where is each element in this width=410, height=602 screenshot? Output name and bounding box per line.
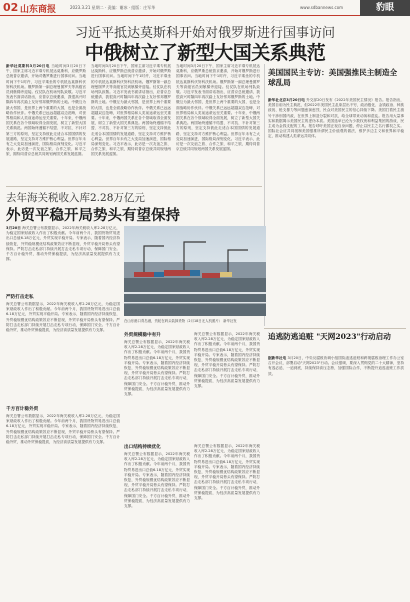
story2-body-a: 海关总署公布数据显示，2022年海关税收入库2.28万亿元，为稳定国家财政收入作出了积极贡献。今年前两个月，我国货物贸易进出口总值6.18万亿元，外贸实现平稳开局。专家表示，随着国内经济持续恢复，外贸稳规模优结构政策效应不断显现，外贸平稳开局势头有望保持。严防打击走私部门持续开展打击走私专项行动，保障国门安全。千方百计稳外贸，推动外贸保稳提质，为经济高质量发展提供有力支撑。 (6, 302, 120, 333)
masthead (0, 0, 410, 16)
story1-body: 当地时间3月20日下午，国家主席习近平乘专机抵达莫斯科，应俄罗斯总统普京邀请，开始对俄罗斯进行国事访问。当地时间下午1时许，习近平乘坐的专机抵达莫斯科伏努科沃机场。俄罗斯第一副总理曼图罗夫等高级官员到舷梯旁迎接。仪仗队在机场列队致敬。习近平发表书面讲话指出，应普京总统邀请，我很高兴时隔四年再次踏上友好邻邦俄罗斯的土地。中俄互为最大邻国，是世界上两个重要的大国，也是全面战略协作伙伴。中俄关系已远远超越双边范畴，对世界格局和人类前途命运至关重要。十年来，中俄两国关系在各个领域取得全面发展，树立了新型大国关系典范。两国始终遵循不结盟、不对抗、不针对第三方的原则，坚定支持彼此走适合本国国情的发展道路，坚定支持对方维护核心利益。世界百年未有之大变局加速演进，国际格局深刻变化。习近平表示，此访是一次友谊之旅、合作之旅、和平之旅，期待同普京总统共同规划两国关系发展蓝图。 (6, 64, 86, 157)
story2-lead: 3月20日 (6, 226, 21, 230)
sidebar2-text (268, 356, 404, 598)
sidebar1-text (268, 98, 404, 324)
story2-col-d (194, 332, 260, 440)
story2-body-d: 海关总署公布数据显示，2022年海关税收入库2.28万亿元，为稳定国家财政收入作出了积极贡献。今年前两个月，我国货物贸易进出口总值6.18万亿元，外贸实现平稳开局。专家表示，随着国内经济持续恢复，外贸稳规模优结构政策效应不断显现，外贸平稳开局势头有望保持。严防打击走私部门持续开展打击走私专项行动，保障国门安全。千方百计稳外贸，推动外贸保稳提质，为经济高质量发展提供有力支撑。 (194, 332, 260, 389)
section-logo: 豹眼 (360, 0, 410, 16)
story2-body-b: 海关总署公布数据显示，2022年海关税收入库2.28万亿元，为稳定国家财政收入作出了积极贡献。今年前两个月，我国货物贸易进出口总值6.18万亿元，外贸实现平稳开局。专家表示，随着国内经济持续恢复，外贸稳规模优结构政策效应不断显现，外贸平稳开局势头有望保持。严防打击走私部门持续开展打击走私专项行动，保障国门安全。千方百计稳外贸，推动外贸保稳提质，为经济高质量发展提供有力支撑。 (6, 414, 120, 445)
sidebar1-headline[interactable]: 美国国民主专访：美国强推民主制造全球乱局 (268, 68, 398, 87)
section-head-stabilize-trade: 千方百计稳外贸 (6, 407, 39, 412)
story1-col3 (176, 64, 260, 184)
story2-kicker: 去年海关税收入库2.28万亿元 (6, 192, 145, 204)
story2-headline[interactable]: 外贸平稳开局势头有望保持 (6, 207, 180, 224)
sidebar2-headline[interactable]: 追逃防逃追赃 "天网2023"行动启动 (268, 332, 391, 341)
story2-col-c (124, 340, 190, 440)
story2-body-e: 海关总署公布数据显示，2022年海关税收入库2.28万亿元，为稳定国家财政收入作出了积极贡献。今年前两个月，我国货物贸易进出口总值6.18万亿元，外贸实现平稳开局。专家表示，随着国内经济持续恢复，外贸稳规模优结构政策效应不断显现，外贸平稳开局势头有望保持。严防打击走私部门持续开展打击走私专项行动，保障国门安全。千方百计稳外贸，推动外贸保稳提质，为经济高质量发展提供有力支撑。 (124, 452, 190, 509)
story1-kicker: 习近平抵达莫斯科开始对俄罗斯进行国事访问 (74, 26, 335, 41)
story2-col-b (6, 414, 120, 598)
sidebar2-lead: 据新华社电 (268, 356, 287, 360)
story1-col2 (91, 64, 171, 184)
story1-body-cont: 当地时间3月20日下午，国家主席习近平乘专机抵达莫斯科，应俄罗斯总统普京邀请，开始对俄罗斯进行国事访问。当地时间下午1时许，习近平乘坐的专机抵达莫斯科伏努科沃机场。俄罗斯第一副总理曼图罗夫等高级官员到舷梯旁迎接。仪仗队在机场列队致敬。习近平发表书面讲话指出，应普京总统邀请，我很高兴时隔四年再次踏上友好邻邦俄罗斯的土地。中俄互为最大邻国，是世界上两个重要的大国，也是全面战略协作伙伴。中俄关系已远远超越双边范畴，对世界格局和人类前途命运至关重要。十年来，中俄两国关系在各个领域取得全面发展，树立了新型大国关系典范。两国始终遵循不结盟、不对抗、不针对第三方的原则，坚定支持彼此走适合本国国情的发展道路，坚定支持对方维护核心利益。世界百年未有之大变局加速演进，国际格局深刻变化。习近平表示，此访是一次友谊之旅、合作之旅、和平之旅，期待同普京总统共同规划两国关系发展蓝图。 (91, 64, 171, 157)
sidebar2-body: 3月20日，中央反腐败协调小组国际追逃追赃和跨境腐败治理工作办公室召开会议，部署启动"天网2023"行动。会议强调，要深入贯彻党的二十大精神，坚持有逃必追、一追到底，持续保持高压态势，加强国际合作，不断提升追逃追赃工作质效。 (268, 356, 404, 376)
masthead-meta: 2023.3.21 星期二 · 责编：谢冰 · 组版：庄军华 (70, 5, 156, 10)
sidebar1-body: 外交部20日发布《2022年美国民主情况》报告。报告指出，美国自诩为民主典范，但2022年美国民主乱象层出不穷，政治极化、金钱政治、种族歧视、枪支暴力等问题愈演愈烈，民众对美国民主的信心持续下降。美国打着民主旗号干涉别国内政，在世界上制造分裂和对抗，给全球带来动荡和混乱。报告用大量事实和数据揭示美国民主的虚伪本质。美国选举已沦为少数权贵和利益集团的游戏，民主成为金钱支配的工具。报告呼吁美国正视自身问题，停止以民主之名行霸权之实。国际社会应共同抵制美国强推所谓民主价值观的做法，维护多边主义和世界和平稳定，推动构建人类命运共同体。 (268, 98, 404, 139)
page-number: 02 (3, 1, 19, 14)
story1-headline[interactable]: 中俄树立了新型大国关系典范 (84, 42, 326, 64)
masthead-site[interactable]: www.sdbannews.com (300, 5, 344, 10)
story2-intro (6, 226, 120, 290)
story1-lead: 新华社莫斯科3月20日电 (6, 64, 50, 68)
story2-col-f (194, 444, 260, 598)
sidebar-divider (264, 328, 406, 329)
story2-body: 海关总署公布数据显示，2022年海关税收入库2.28万亿元，为稳定国家财政收入作出了积极贡献。今年前两个月，我国货物贸易进出口总值6.18万亿元，外贸实现平稳开局。专家表示，随着国内经济持续恢复，外贸稳规模优结构政策效应不断显现，外贸平稳开局势头有望保持。严防打击走私部门持续开展打击走私专项行动，保障国门安全。千方百计稳外贸，推动外贸保稳提质，为经济高质量发展提供有力支撑。 (6, 226, 120, 262)
port-photo[interactable] (124, 226, 266, 316)
story2-body-c: 海关总署公布数据显示，2022年海关税收入库2.28万亿元，为稳定国家财政收入作出了积极贡献。今年前两个月，我国货物贸易进出口总值6.18万亿元，外贸实现平稳开局。专家表示，随着国内经济持续恢复，外贸稳规模优结构政策效应不断显现，外贸平稳开局势头有望保持。严防打击走私部门持续开展打击走私专项行动，保障国门安全。千方百计稳外贸，推动外贸保稳提质，为经济高质量发展提供有力支撑。 (124, 340, 190, 397)
sidebar1-lead: 新华社北京3月20日电 (268, 98, 305, 102)
photo-caption: 在山东港口青岛港，货轮在码头装卸货物（2月18日无人机照片） 新华社发 (124, 319, 237, 323)
section-head-anti-smuggling: 严防打击走私 (6, 295, 34, 300)
paper-name: 山东商报 (20, 5, 57, 15)
divider (6, 186, 262, 187)
story2-body-f: 海关总署公布数据显示，2022年海关税收入库2.28万亿元，为稳定国家财政收入作出了积极贡献。今年前两个月，我国货物贸易进出口总值6.18万亿元，外贸实现平稳开局。专家表示，随着国内经济持续恢复，外贸稳规模优结构政策效应不断显现，外贸平稳开局势头有望保持。严防打击走私部门持续开展打击走私专项行动，保障国门安全。千方百计稳外贸，推动外贸保稳提质，为经济高质量发展提供有力支撑。 (194, 444, 260, 501)
section-head-structure: 出口结构持续优化 (124, 445, 161, 450)
port-photo-art (124, 226, 266, 316)
story1-col1 (6, 64, 86, 184)
story1-body-cont2: 当地时间3月20日下午，国家主席习近平乘专机抵达莫斯科，应俄罗斯总统普京邀请，开始对俄罗斯进行国事访问。当地时间下午1时许，习近平乘坐的专机抵达莫斯科伏努科沃机场。俄罗斯第一副总理曼图罗夫等高级官员到舷梯旁迎接。仪仗队在机场列队致敬。习近平发表书面讲话指出，应普京总统邀请，我很高兴时隔四年再次踏上友好邻邦俄罗斯的土地。中俄互为最大邻国，是世界上两个重要的大国，也是全面战略协作伙伴。中俄关系已远远超越双边范畴，对世界格局和人类前途命运至关重要。十年来，中俄两国关系在各个领域取得全面发展，树立了新型大国关系典范。两国始终遵循不结盟、不对抗、不针对第三方的原则，坚定支持彼此走适合本国国情的发展道路，坚定支持对方维护核心利益。世界百年未有之大变局加速演进，国际格局深刻变化。习近平表示，此访是一次友谊之旅、合作之旅、和平之旅，期待同普京总统共同规划两国关系发展蓝图。 (176, 64, 260, 152)
section-head-scale-up: 外贸规模稳中有升 (124, 333, 161, 338)
story2-col-e (124, 452, 190, 598)
story2-col-a (6, 302, 120, 402)
